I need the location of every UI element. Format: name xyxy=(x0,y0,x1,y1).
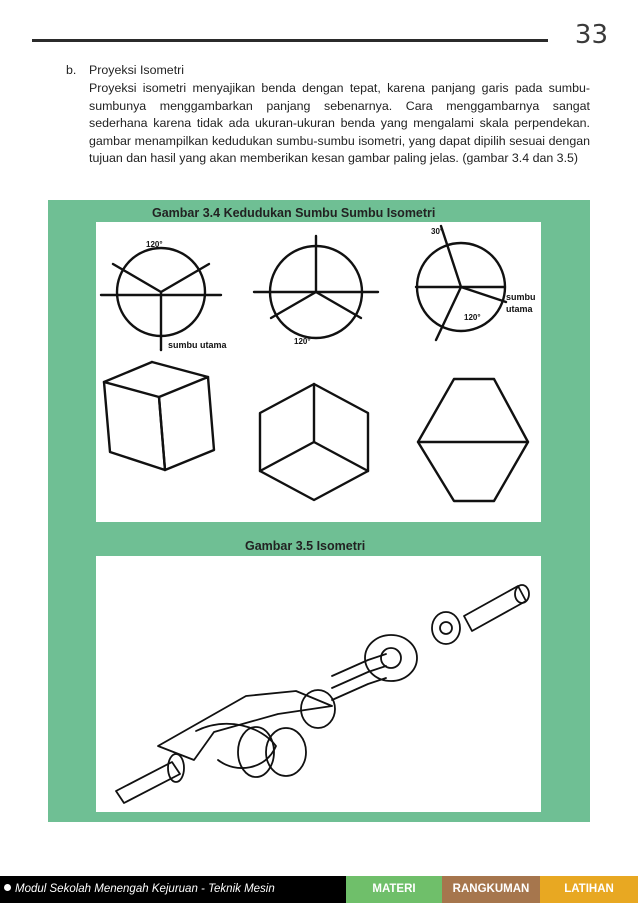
label-angle-120: 120° xyxy=(146,240,163,249)
figure-3-5-isometric-assembly xyxy=(96,556,541,812)
label-angle-120: 120° xyxy=(294,337,311,346)
label-angle-120: 120° xyxy=(464,313,481,322)
page-number: 33 xyxy=(574,20,608,50)
label-utama: utama xyxy=(506,304,533,314)
tab-rangkuman[interactable]: RANGKUMAN xyxy=(442,876,540,903)
section-marker: b. xyxy=(66,63,77,77)
isometric-axes-drawing xyxy=(96,222,541,522)
exploded-assembly-drawing xyxy=(96,556,541,812)
label-angle-30: 30° xyxy=(431,227,444,236)
module-title: Modul Sekolah Menengah Kejuruan - Teknik Mesin xyxy=(15,883,275,895)
section-body: Proyeksi isometri menyajikan benda dengan tepat, karena panjang garis pada sumbu-sumbunya menggambarkan panjang sebenarnya. Cara menggambarnya sangat sederhana karena tidak ada ukuran-ukuran benda yang mengalami skala perpendekan. gambar menampilkan kedudukan sumbu-sumbu isometri, yang dapat dipilih sesuai dengan tujuan dan hasil yang akan memberikan kesan gambar paling jelas. (gambar 3.4 dan 3.5) xyxy=(89,81,590,166)
label-sumbu: sumbu xyxy=(506,292,536,302)
page-footer xyxy=(0,876,638,903)
tab-materi[interactable]: MATERI xyxy=(346,876,442,903)
section-heading: Proyeksi Isometri xyxy=(89,63,185,77)
label-sumbu-utama: sumbu utama xyxy=(168,340,227,350)
figure-3-4-caption: Gambar 3.4 Kedudukan Sumbu Sumbu Isometri xyxy=(152,206,436,220)
figure-3-4-isometric-axes xyxy=(96,222,541,522)
figure-3-5-caption: Gambar 3.5 Isometri xyxy=(245,539,366,553)
footer-module-title xyxy=(0,876,346,903)
bullet-icon xyxy=(4,884,11,891)
header-rule xyxy=(32,39,548,42)
tab-latihan[interactable]: LATIHAN xyxy=(540,876,638,903)
